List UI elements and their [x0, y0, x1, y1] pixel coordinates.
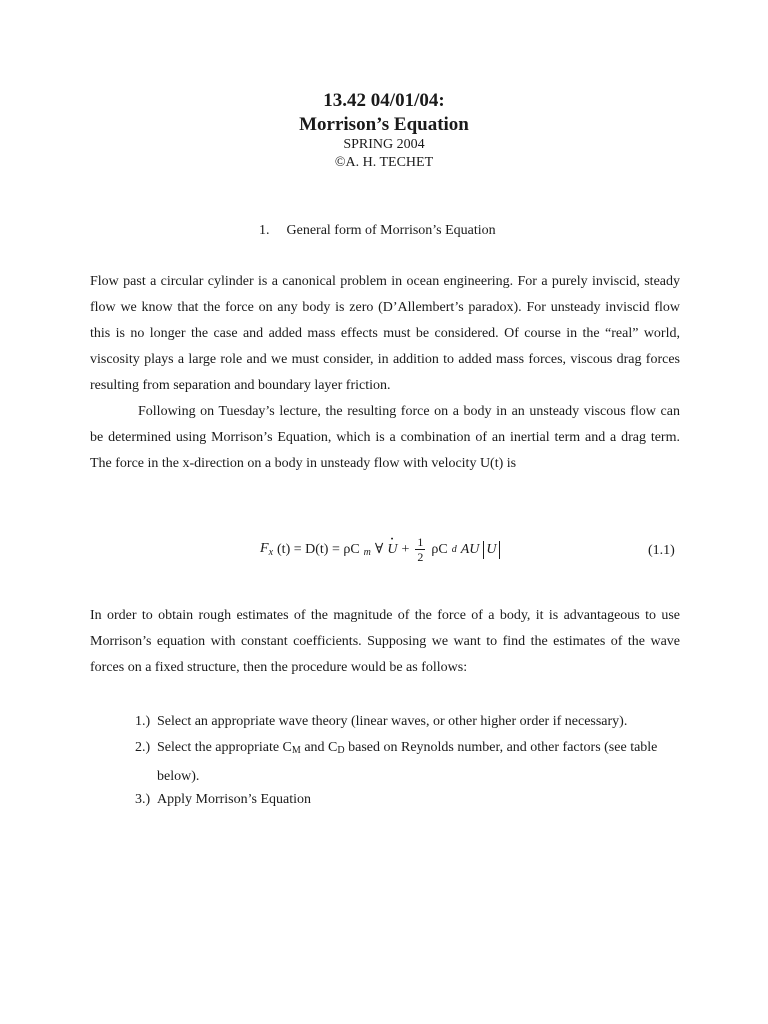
section-heading: [259, 223, 496, 239]
paragraph-1: Flow past a circular cylinder is a canonical problem in ocean engineering. For a purely inviscid, steady flow we know that the force on any body is zero (D’Allembert’s paradox). For unsteady inviscid flow this is no longer the case and added mass effects must be considered. Of course in the “real” world, viscosity plays a large role and we must consider, in addition to added mass forces, viscous drag forces resulting from separation and boundary layer friction.: [90, 274, 680, 393]
section-title: General form of Morrison’s Equation: [286, 223, 496, 238]
eq-fraction: $\frac{1}{2}$: [417, 535, 424, 564]
author-label: ©A. H. TECHET: [334, 155, 434, 170]
eq-au: AU: [460, 541, 480, 557]
eq-udot: · U: [387, 542, 397, 558]
paragraph-2: Following on Tuesday’s lecture, the resulting force on a body in an unsteady viscous flow can be determined using Morrison’s Equation, which is a combination of an inertial term and a drag term. The force in the x-direction on a body in unsteady flow with velocity U(t) is: [90, 404, 680, 471]
eq-lhs-arg: (t) = D(t) = ρC: [277, 541, 360, 557]
eq-rho-cd: ρC: [431, 541, 448, 557]
morrison-equation: [260, 536, 500, 563]
paragraph-3: In order to obtain rough estimates of the magnitude of the force of a body, it is advantageous to use Morrison’s equation with constant coefficients. Supposing we want to find the estimates of the wave forces on a fixed structure, then the procedure would be as follows:: [90, 608, 680, 675]
eq-lhs: $F_x$: [260, 541, 274, 558]
eq-cm: m: [363, 547, 371, 558]
eq-abs-u: U: [483, 541, 499, 559]
document-title: Morrison’s Equation: [299, 114, 469, 135]
equation-number: (1.1): [648, 543, 675, 558]
course-date-heading: 13.42 04/01/04:: [323, 90, 445, 111]
eq-cd-sub: d: [451, 544, 457, 555]
eq-plus: +: [401, 541, 410, 557]
section-number: 1.: [259, 223, 270, 238]
eq-volume-symbol: ∀: [374, 542, 384, 557]
term-label: SPRING 2004: [343, 137, 425, 152]
